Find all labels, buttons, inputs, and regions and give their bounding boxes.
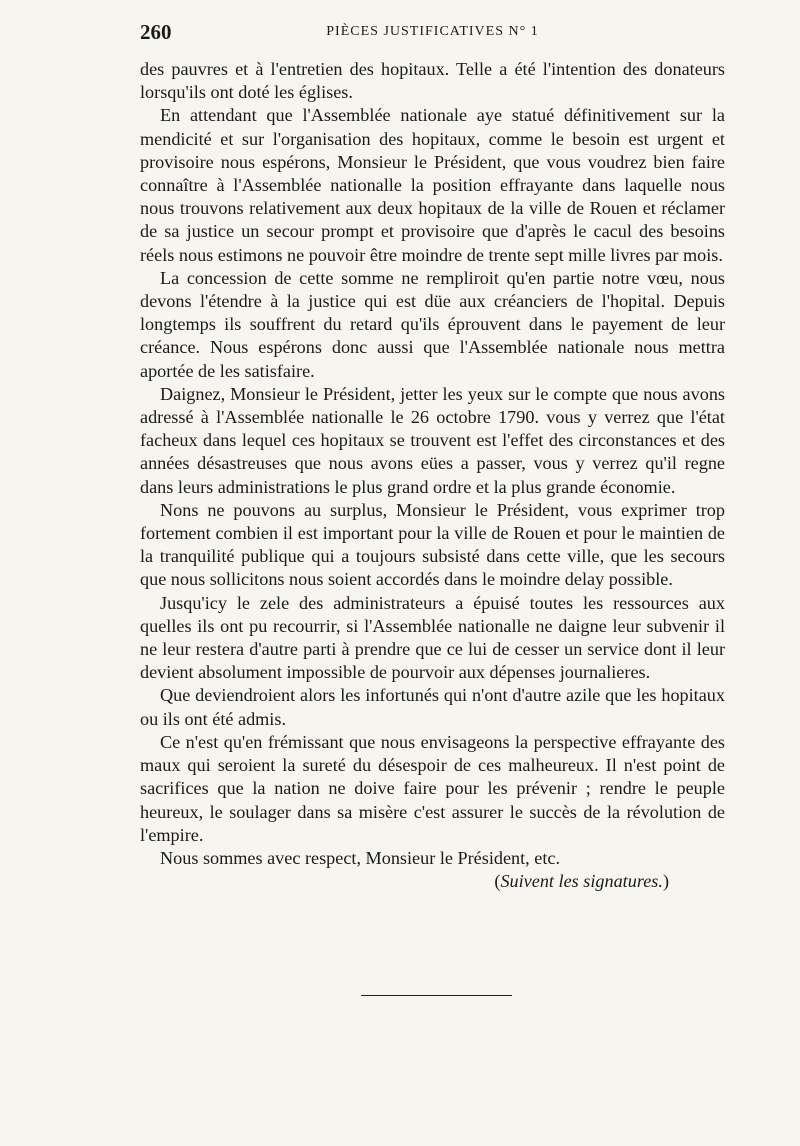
paragraph: En attendant que l'Assemblée nationale aye statué définitivement sur la mendicité et sur l'organisation des hopitaux, comme le besoin est urgent et provisoire nous espérons, Monsieur le Président, que vous voudrez bien faire connaître à l'Assemblée nationalle la position effrayante dans laquelle nous nous trouvons relativement aux deux hopitaux de la ville de Rouen et réclamer de sa justice un secour prompt et provisoire que d'après le cacul des besoins réels nous estimons ne pouvoir être moindre de trente sept mille livres par mois. — [140, 105, 725, 265]
signatures-note — [140, 870, 725, 893]
signatures-open-paren: ( — [494, 871, 501, 892]
body-text — [140, 58, 725, 893]
running-head — [140, 20, 725, 44]
paragraph: La concession de cette somme ne rempliroit qu'en partie notre vœu, nous devons l'étendre à la justice qui est düe aux créanciers de l'hopital. Depuis longtemps ils souffrent du retard qu'ils éprouvent dans le payement de leur créance. Nous espérons donc aussi que l'Assemblée nationale nous mettra aportée de les satisfaire. — [140, 267, 725, 381]
end-rule — [361, 995, 512, 996]
signatures-text: Suivent les signatures. — [500, 871, 663, 892]
paragraph: Ce n'est qu'en frémissant que nous envisageons la perspective effrayante des maux qui seroient la sureté du désespoir de ces malheureux. Il n'est point de sacrifices que la nation ne doive faire pour les prévenir ; rendre le peuple heureux, le soulager dans sa misère c'est assurer le succès de la révolution de l'empire. — [140, 731, 725, 845]
closing-line: Nous sommes avec respect, Monsieur le Président, etc. — [160, 847, 561, 868]
paragraph: des pauvres et à l'entretien des hopitaux. Telle a été l'intention des donateurs lorsqu'ils ont doté les églises. — [140, 59, 725, 103]
page-number: 260 — [140, 20, 172, 44]
paragraph: Nons ne pouvons au surplus, Monsieur le Président, vous exprimer trop fortement combien il est important pour la ville de Rouen et pour le maintien de la tranquilité publique qui a toujours subsisté dans cette ville, que les secours que nous sollicitons nous soient accordés dans le moindre delay possible. — [140, 499, 725, 590]
running-title: PIÈCES JUSTIFICATIVES N° 1 — [326, 24, 539, 39]
paragraph: Que deviendroient alors les infortunés qui n'ont d'autre azile que les hopitaux ou ils ont été admis. — [140, 685, 725, 729]
signatures-close-paren: ) — [662, 871, 669, 892]
paragraph: Daignez, Monsieur le Président, jetter les yeux sur le compte que nous avons adressé à l'Assemblée nationalle le 26 octobre 1790. vous y verrez que l'état facheux dans lequel ces hopitaux se trouvent est l'effet des circonstances et des années désastreuses que nous avons eües a passer, vous y verrez qu'il regne dans leurs administrations le plus grand ordre et la plus grande économie. — [140, 383, 725, 497]
paragraph: Jusqu'icy le zele des administrateurs a épuisé toutes les ressources aux quelles ils ont pu recourrir, si l'Assemblée nationalle ne daigne leur subvenir il ne leur restera d'autre parti à prendre que ce lui de cesser un service dont il leur devient absolument impossible de pourvoir aux dépenses journalieres. — [140, 592, 725, 683]
